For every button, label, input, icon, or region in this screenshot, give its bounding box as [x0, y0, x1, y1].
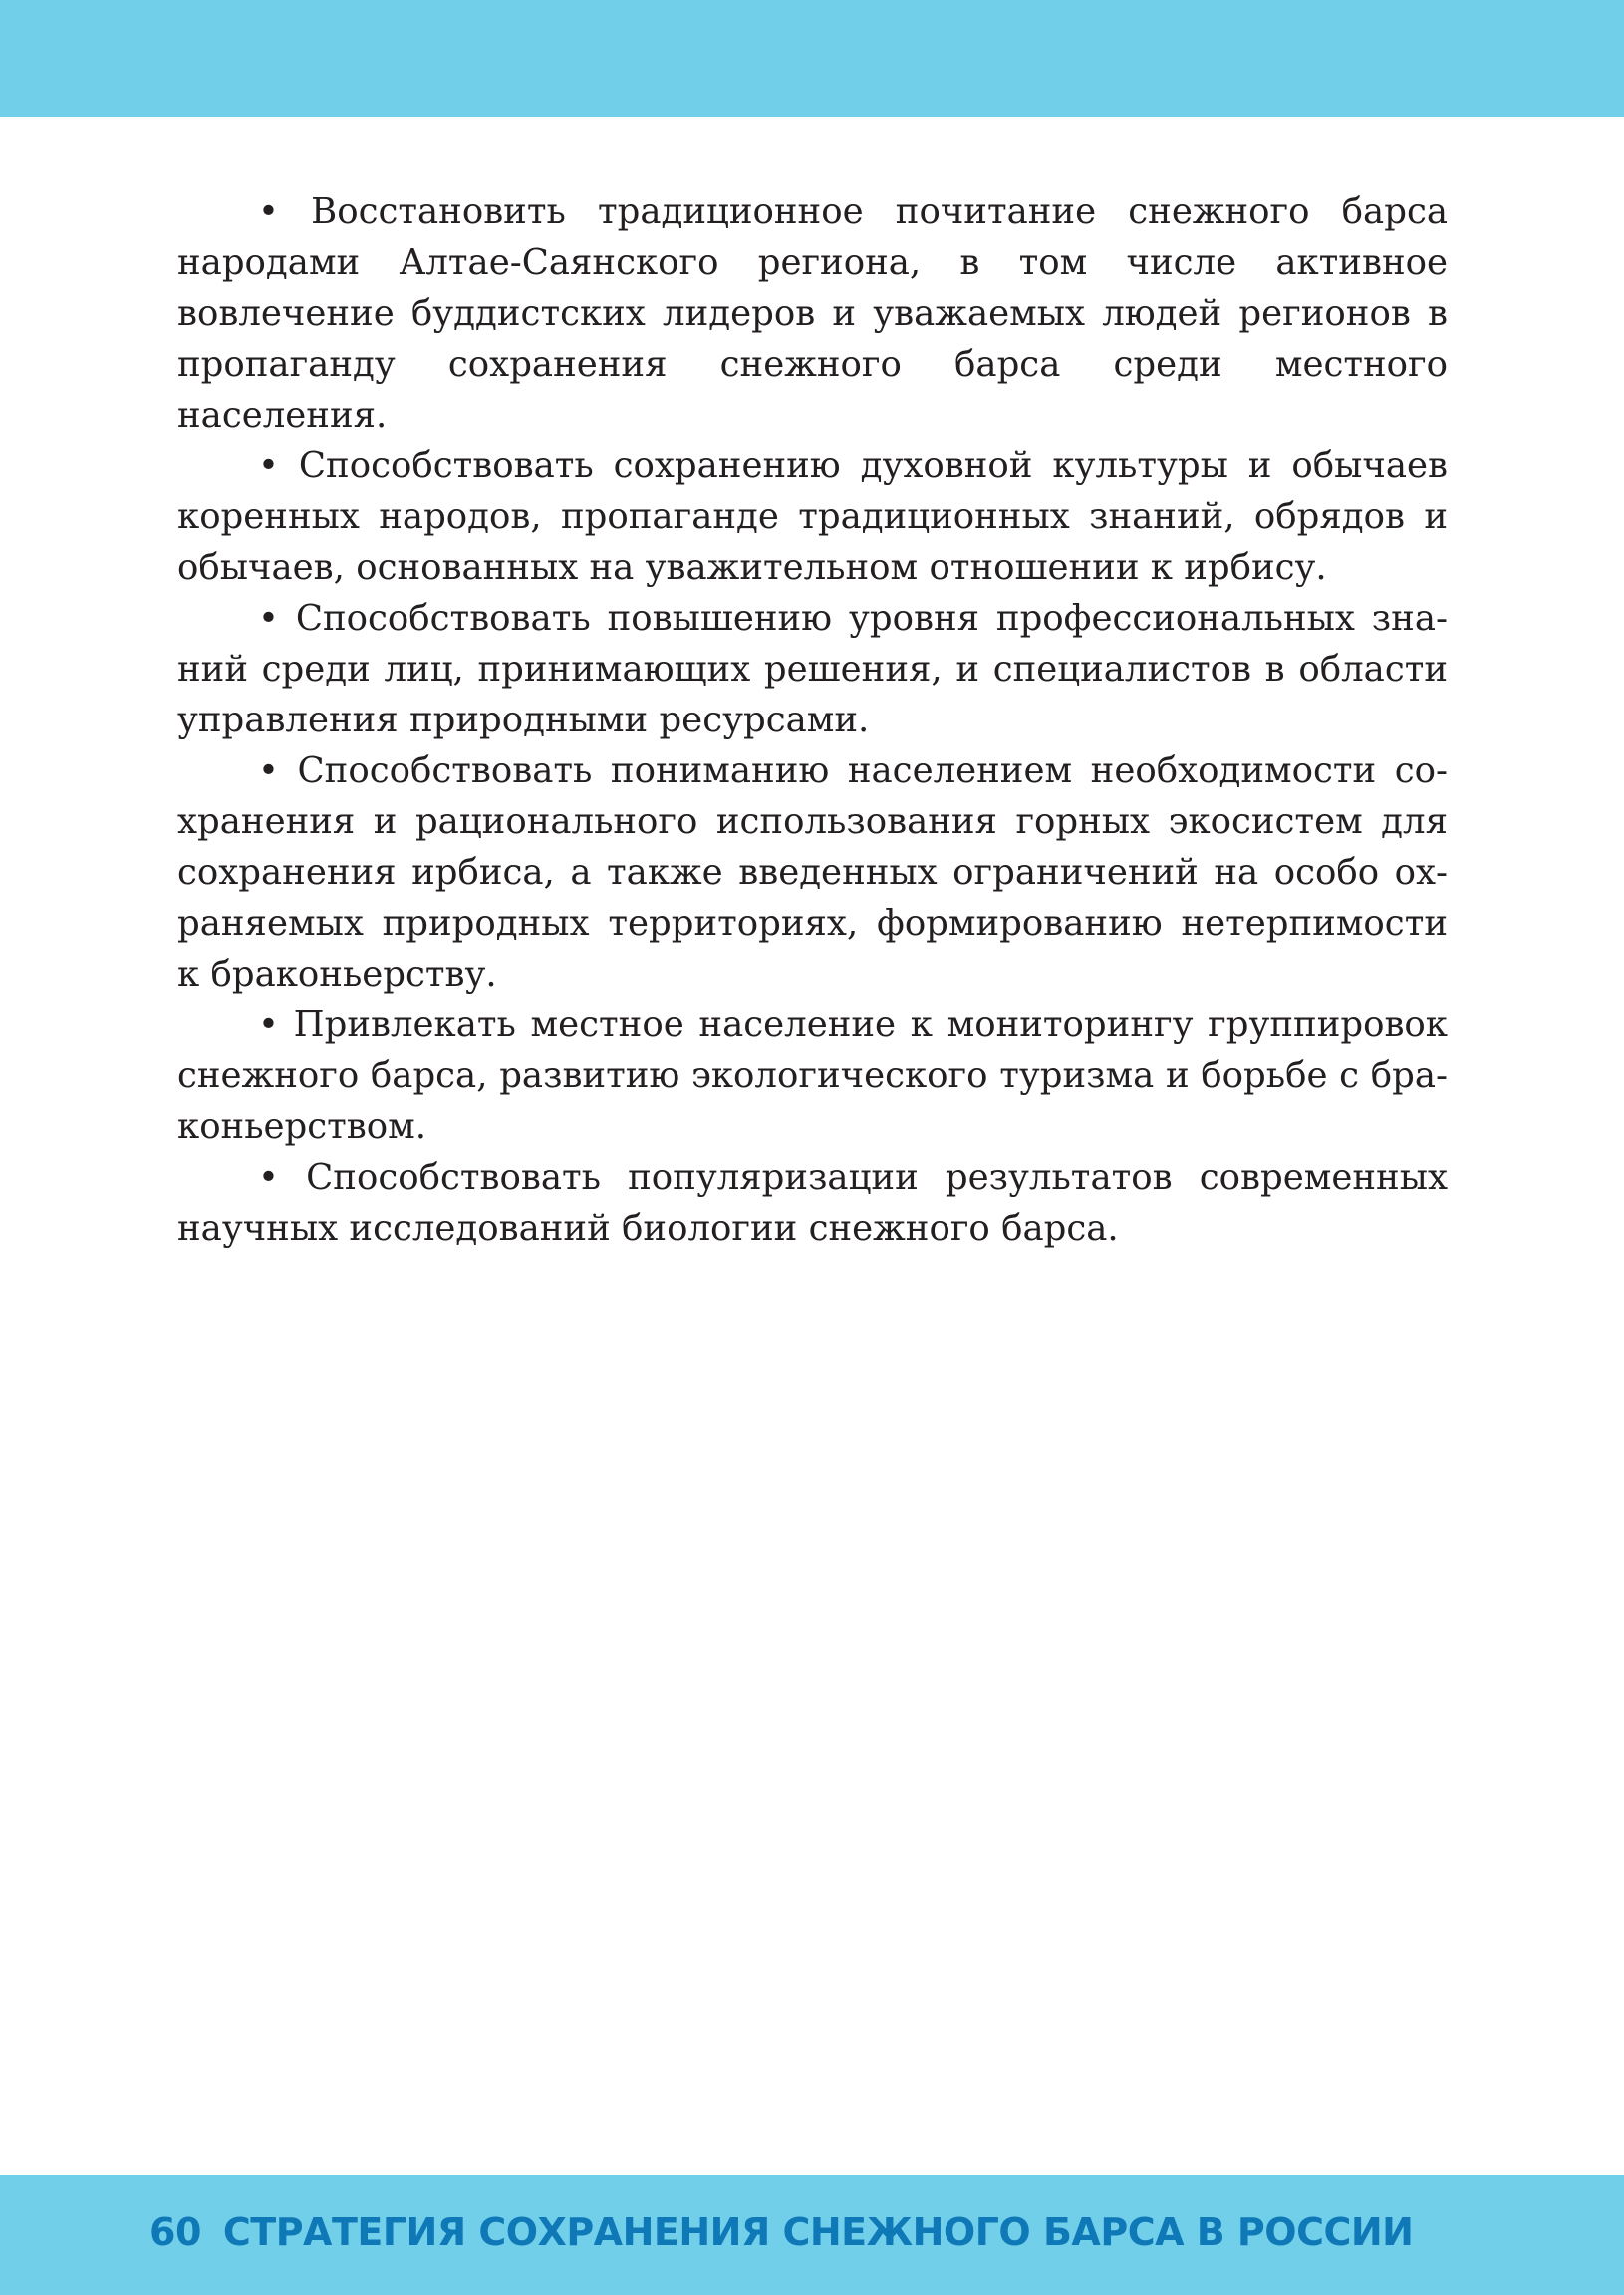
bullet-paragraph-4: • Способствовать пониманию населением необходимости сохранения и рационального использования горных экосистем для сохранения ирбиса, а также введенных ограничений на особо охраняемых природных территориях, формированию нетерпимости к браконьерству. [177, 750, 1448, 995]
bullet-paragraph-6: • Способствовать популяризации результатов современных научных исследований биологии снежного барса. [177, 1157, 1448, 1249]
page-body [177, 186, 1448, 1254]
page-number: 60 [149, 2210, 201, 2254]
bullet-paragraph-3: • Способствовать повышению уровня профессиональных знаний среди лиц, принимающих решения, и специалистов в области управления природными ресурсами. [177, 598, 1448, 740]
bullet-paragraph-2: • Способствовать сохранению духовной культуры и обычаев коренных народов, пропаганде традиционных знаний, обрядов и обычаев, основанных на уважительном отношении к ирбису. [177, 445, 1448, 588]
bullet-paragraph-1: • Восстановить традиционное почитание снежного барса народами Алтае-Саянского региона, в том числе активное вовлечение буддистских лидеров и уважаемых людей регионов в пропаганду сохранения снежного барса среди местного населения. [177, 191, 1448, 435]
page-footer [149, 2192, 1413, 2272]
top-color-band [0, 0, 1624, 117]
running-title: СТРАТЕГИЯ СОХРАНЕНИЯ СНЕЖНОГО БАРСА В РОССИИ [222, 2210, 1414, 2254]
bullet-paragraph-5: • Привлекать местное население к мониторингу группировок снежного барса, развитию экологического туризма и борьбе с браконьерством. [177, 1004, 1448, 1147]
